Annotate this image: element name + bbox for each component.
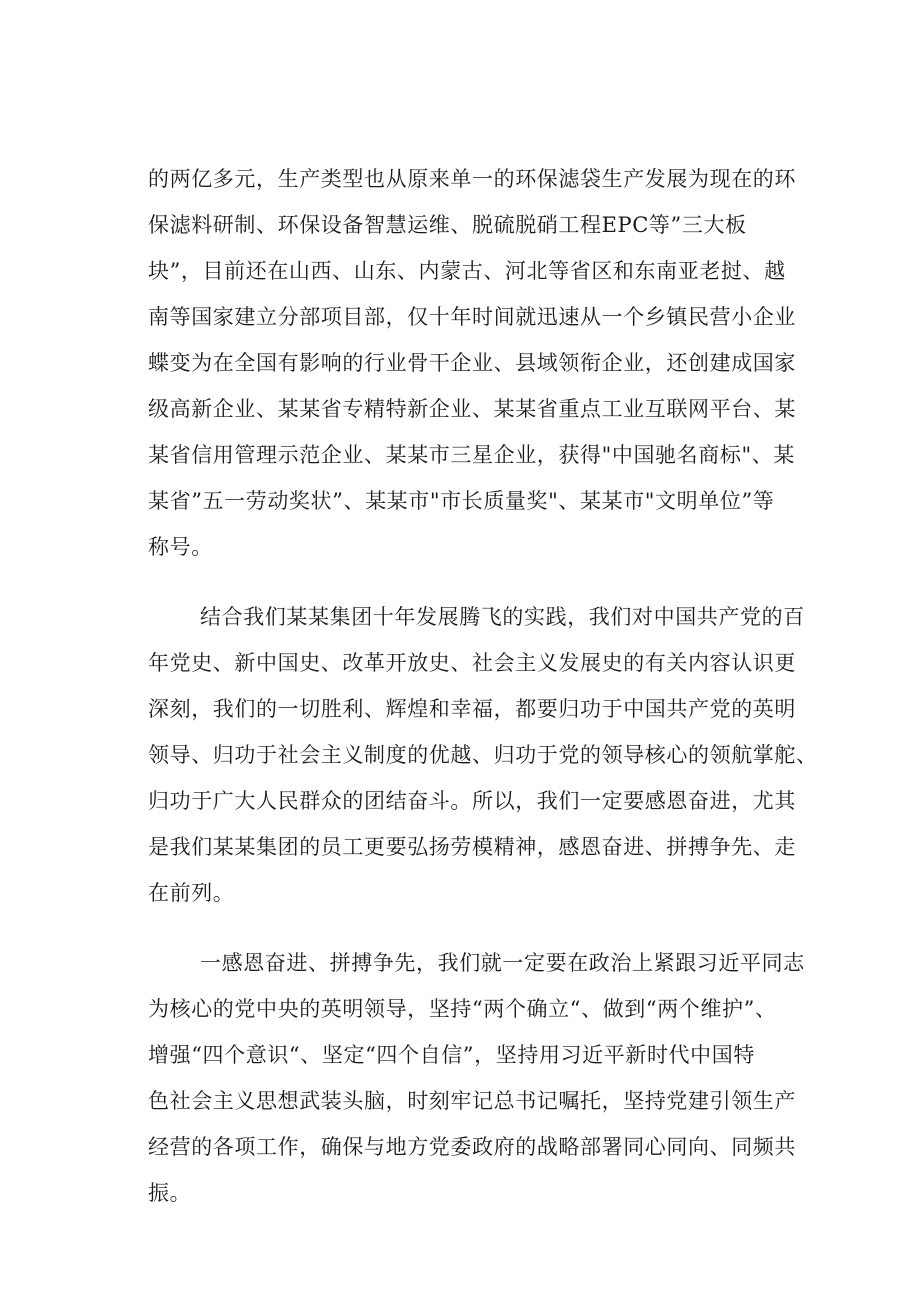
- paragraph-line: 保滤料研制、环保设备智慧运维、脱硫脱硝工程EPC等”三大板: [148, 213, 747, 237]
- paragraph-line: 深刻，我们的一切胜利、辉煌和幸福，都要归功于中国共产党的英明: [148, 697, 796, 721]
- paragraph-line: 的两亿多元，生产类型也从原来单一的环保滤袋生产发展为现在的环: [148, 167, 796, 191]
- paragraph-line: 是我们某某集团的员工更要弘扬劳模精神，感恩奋进、拼搏争先、走: [148, 835, 796, 859]
- paragraph-line: 色社会主义思想武装头脑，时刻牢记总书记嘱托，坚持党建引领生产: [148, 1089, 796, 1113]
- paragraph-line: 振。: [148, 1181, 192, 1205]
- paragraph-line: 级高新企业、某某省专精特新企业、某某省重点工业互联网平台、某: [148, 397, 796, 421]
- paragraph-line: 为核心的党中央的英明领导，坚持“两个确立“、做到“两个维护”、: [148, 997, 777, 1021]
- paragraph-2: [148, 594, 818, 916]
- paragraph-line: 块”，目前还在山西、山东、内蒙古、河北等省区和东南亚老挝、越: [148, 259, 786, 283]
- paragraph-3: [148, 940, 808, 1216]
- paragraph-line: 结合我们某某集团十年发展腾飞的实践，我们对中国共产党的百: [200, 605, 805, 629]
- paragraph-line: 增强“四个意识“、坚定“四个自信”，坚持用习近平新时代中国特: [148, 1043, 755, 1067]
- paragraph-spacer: [148, 570, 808, 594]
- paragraph-1: [148, 156, 808, 570]
- paragraph-line: 领导、归功于社会主义制度的优越、归功于党的领导核心的领航掌舵、: [148, 743, 818, 767]
- paragraph-line: 称号。: [148, 535, 213, 559]
- paragraph-spacer: [148, 916, 808, 940]
- paragraph-line: 经营的各项工作，确保与地方党委政府的战略部署同心同向、同频共: [148, 1135, 796, 1159]
- document-body: [148, 156, 818, 1216]
- paragraph-line: 某省”五一劳动奖状”、某某市"市长质量奖"、某某市"文明单位”等: [148, 489, 775, 513]
- paragraph-line: 某省信用管理示范企业、某某市三星企业，获得"中国驰名商标"、某: [148, 443, 795, 467]
- paragraph-line: 蝶变为在全国有影响的行业骨干企业、县域领衔企业，还创建成国家: [148, 351, 796, 375]
- paragraph-line: 一感恩奋进、拼搏争先，我们就一定要在政治上紧跟习近平同志: [200, 951, 805, 975]
- paragraph-line: 年党史、新中国史、改革开放史、社会主义发展史的有关内容认识更: [148, 651, 796, 675]
- paragraph-line: 归功于广大人民群众的团结奋斗。所以，我们一定要感恩奋进，尤其: [148, 789, 796, 813]
- paragraph-line: 在前列。: [148, 881, 235, 905]
- paragraph-line: 南等国家建立分部项目部，仅十年时间就迅速从一个乡镇民营小企业: [148, 305, 796, 329]
